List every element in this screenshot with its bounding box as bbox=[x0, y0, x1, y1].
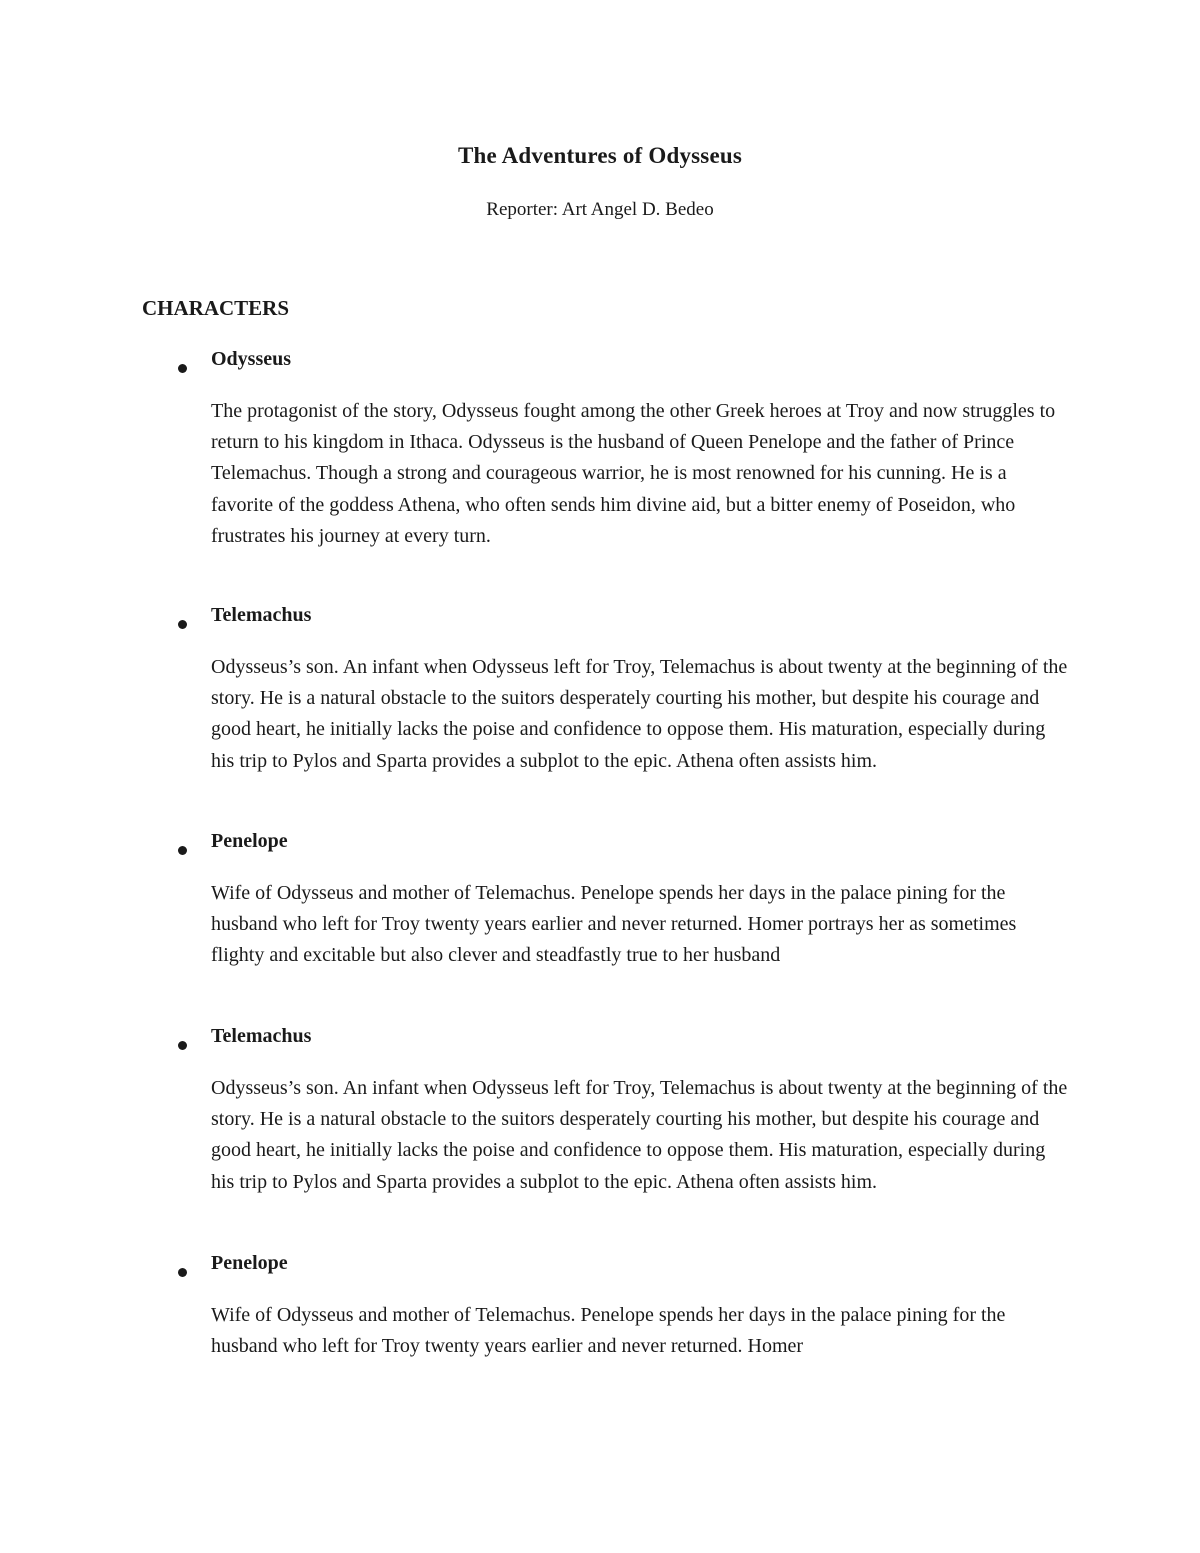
character-description: Odysseus’s son. An infant when Odysseus left for Troy, Telemachus is about twenty at the beginning of the story. He is a natural obstacle to the suitors desperately courting his mother, but despite his courage and good heart, he initially lacks the poise and confidence to oppose them. His maturation, especially during his trip to Pylos and Sparta provides a subplot to the epic. Athena often assists him. bbox=[211, 656, 1068, 772]
character-name: Telemachus bbox=[211, 1025, 312, 1047]
bullet-icon bbox=[178, 620, 187, 629]
character-name: Telemachus bbox=[211, 604, 312, 626]
character-name: Penelope bbox=[211, 830, 288, 852]
reporter-line: Reporter: Art Angel D. Bedeo bbox=[486, 199, 714, 220]
document-title: The Adventures of Odysseus bbox=[457, 143, 743, 168]
section-heading: CHARACTERS bbox=[142, 296, 290, 320]
bullet-icon bbox=[178, 364, 187, 373]
character-description: The protagonist of the story, Odysseus fought among the other Greek heroes at Troy and now struggles to return to his kingdom in Ithaca. Odysseus is the husband of Queen Penelope and the father of Prince Telemachus. Though a strong and courageous warrior, he is most renowned for his cunning. He is a favorite of the goddess Athena, who often sends him divine aid, but a bitter enemy of Poseidon, who frustrates his journey at every turn. bbox=[211, 400, 1056, 547]
character-name: Penelope bbox=[211, 1252, 288, 1274]
character-name: Odysseus bbox=[211, 348, 292, 370]
character-description: Wife of Odysseus and mother of Telemachus. Penelope spends her days in the palace pining for the husband who left for Troy twenty years earlier and never returned. Homer portrays her as sometimes flighty and excitable but also clever and steadfastly true to her husband bbox=[211, 882, 1017, 967]
character-description: Odysseus’s son. An infant when Odysseus left for Troy, Telemachus is about twenty at the beginning of the story. He is a natural obstacle to the suitors desperately courting his mother, but despite his courage and good heart, he initially lacks the poise and confidence to oppose them. His maturation, especially during his trip to Pylos and Sparta provides a subplot to the epic. Athena often assists him. bbox=[211, 1077, 1068, 1193]
bullet-icon bbox=[178, 1268, 187, 1277]
character-description: Wife of Odysseus and mother of Telemachus. Penelope spends her days in the palace pining for the husband who left for Troy twenty years earlier and never returned. Homer bbox=[211, 1304, 1006, 1358]
bullet-icon bbox=[178, 846, 187, 855]
bullet-icon bbox=[178, 1041, 187, 1050]
